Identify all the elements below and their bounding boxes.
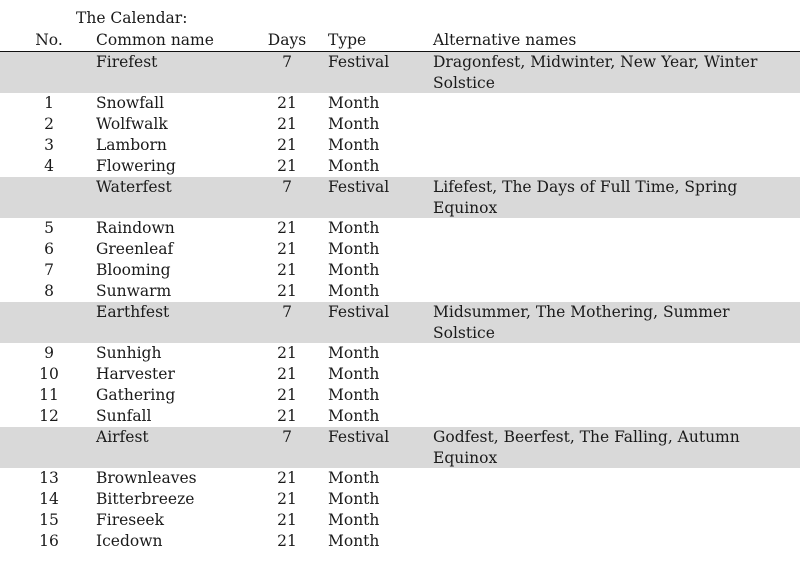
table-row <box>0 302 800 343</box>
cell-type: Festival <box>328 303 390 321</box>
cell-common-name: Icedown <box>96 532 163 550</box>
cell-no: 14 <box>39 490 59 508</box>
cell-no: 6 <box>44 240 54 258</box>
cell-days: 7 <box>282 178 292 196</box>
cell-days: 21 <box>277 469 297 487</box>
cell-no: 7 <box>44 261 54 279</box>
table-header <box>0 29 800 52</box>
table-row <box>0 343 800 364</box>
cell-type: Month <box>328 157 380 175</box>
header-days: Days <box>267 31 307 49</box>
table-row <box>0 531 800 552</box>
cell-no: 9 <box>44 344 54 362</box>
cell-days: 21 <box>277 115 297 133</box>
cell-type: Month <box>328 490 380 508</box>
cell-no: 2 <box>44 115 54 133</box>
cell-type: Month <box>328 115 380 133</box>
cell-no: 16 <box>39 532 59 550</box>
cell-no: 4 <box>44 157 54 175</box>
cell-days: 21 <box>277 136 297 154</box>
cell-days: 7 <box>282 53 292 71</box>
cell-days: 21 <box>277 490 297 508</box>
cell-type: Month <box>328 469 380 487</box>
cell-common-name: Sunfall <box>96 407 152 425</box>
cell-type: Month <box>328 344 380 362</box>
cell-common-name: Sunwarm <box>96 282 172 300</box>
cell-days: 21 <box>277 219 297 237</box>
cell-common-name: Greenleaf <box>96 240 174 258</box>
header-alternative-names: Alternative names <box>433 31 577 49</box>
cell-type: Month <box>328 261 380 279</box>
cell-no: 1 <box>44 94 54 112</box>
header-no: No. <box>35 31 63 49</box>
cell-no: 8 <box>44 282 54 300</box>
table-row <box>0 177 800 218</box>
table-row <box>0 239 800 260</box>
cell-common-name: Fireseek <box>96 511 164 529</box>
cell-common-name: Flowering <box>96 157 176 175</box>
table-row <box>0 364 800 385</box>
cell-common-name: Blooming <box>96 261 171 279</box>
cell-common-name: Airfest <box>96 428 149 446</box>
cell-type: Month <box>328 532 380 550</box>
table-row <box>0 156 800 177</box>
cell-type: Month <box>328 386 380 404</box>
cell-days: 7 <box>282 428 292 446</box>
cell-common-name: Waterfest <box>96 178 172 196</box>
cell-days: 21 <box>277 407 297 425</box>
cell-days: 21 <box>277 240 297 258</box>
cell-days: 7 <box>282 303 292 321</box>
table-row <box>0 489 800 510</box>
table-row <box>0 510 800 531</box>
cell-type: Month <box>328 94 380 112</box>
cell-days: 21 <box>277 386 297 404</box>
table-row <box>0 385 800 406</box>
cell-type: Month <box>328 136 380 154</box>
cell-alternative-names: Godfest, Beerfest, The Falling, Autumn Equinox <box>433 428 740 467</box>
cell-common-name: Gathering <box>96 386 176 404</box>
table-row <box>0 218 800 239</box>
cell-type: Month <box>328 282 380 300</box>
cell-type: Month <box>328 407 380 425</box>
cell-alternative-names: Lifefest, The Days of Full Time, Spring Equinox <box>433 178 738 217</box>
cell-no: 12 <box>39 407 59 425</box>
cell-days: 21 <box>277 282 297 300</box>
table-row <box>0 114 800 135</box>
cell-days: 21 <box>277 157 297 175</box>
cell-common-name: Sunhigh <box>96 344 162 362</box>
header-common-name: Common name <box>96 31 214 49</box>
table-row <box>0 427 800 468</box>
header-type: Type <box>328 31 367 49</box>
cell-type: Month <box>328 511 380 529</box>
cell-type: Festival <box>328 178 390 196</box>
cell-days: 21 <box>277 344 297 362</box>
table-row <box>0 93 800 114</box>
cell-alternative-names: Dragonfest, Midwinter, New Year, Winter Solstice <box>433 53 758 92</box>
cell-no: 5 <box>44 219 54 237</box>
table-row <box>0 135 800 156</box>
table-caption: The Calendar: <box>76 9 188 27</box>
table-body <box>0 52 800 552</box>
cell-common-name: Snowfall <box>96 94 165 112</box>
cell-common-name: Harvester <box>96 365 175 383</box>
cell-alternative-names: Midsummer, The Mothering, Summer Solstice <box>433 303 730 342</box>
cell-days: 21 <box>277 511 297 529</box>
cell-no: 10 <box>39 365 59 383</box>
cell-no: 13 <box>39 469 59 487</box>
table-row <box>0 52 800 93</box>
cell-no: 11 <box>39 386 59 404</box>
cell-common-name: Raindown <box>96 219 175 237</box>
cell-no: 15 <box>39 511 59 529</box>
cell-days: 21 <box>277 261 297 279</box>
cell-days: 21 <box>277 94 297 112</box>
table-row <box>0 406 800 427</box>
cell-common-name: Bitterbreeze <box>96 490 195 508</box>
table-row <box>0 281 800 302</box>
table-row <box>0 468 800 489</box>
cell-type: Month <box>328 219 380 237</box>
cell-days: 21 <box>277 532 297 550</box>
cell-type: Month <box>328 240 380 258</box>
cell-type: Festival <box>328 428 390 446</box>
cell-common-name: Lamborn <box>96 136 167 154</box>
table-row <box>0 260 800 281</box>
cell-days: 21 <box>277 365 297 383</box>
cell-common-name: Earthfest <box>96 303 170 321</box>
cell-type: Month <box>328 365 380 383</box>
cell-common-name: Brownleaves <box>96 469 197 487</box>
cell-no: 3 <box>44 136 54 154</box>
cell-common-name: Firefest <box>96 53 158 71</box>
cell-type: Festival <box>328 53 390 71</box>
cell-common-name: Wolfwalk <box>96 115 168 133</box>
